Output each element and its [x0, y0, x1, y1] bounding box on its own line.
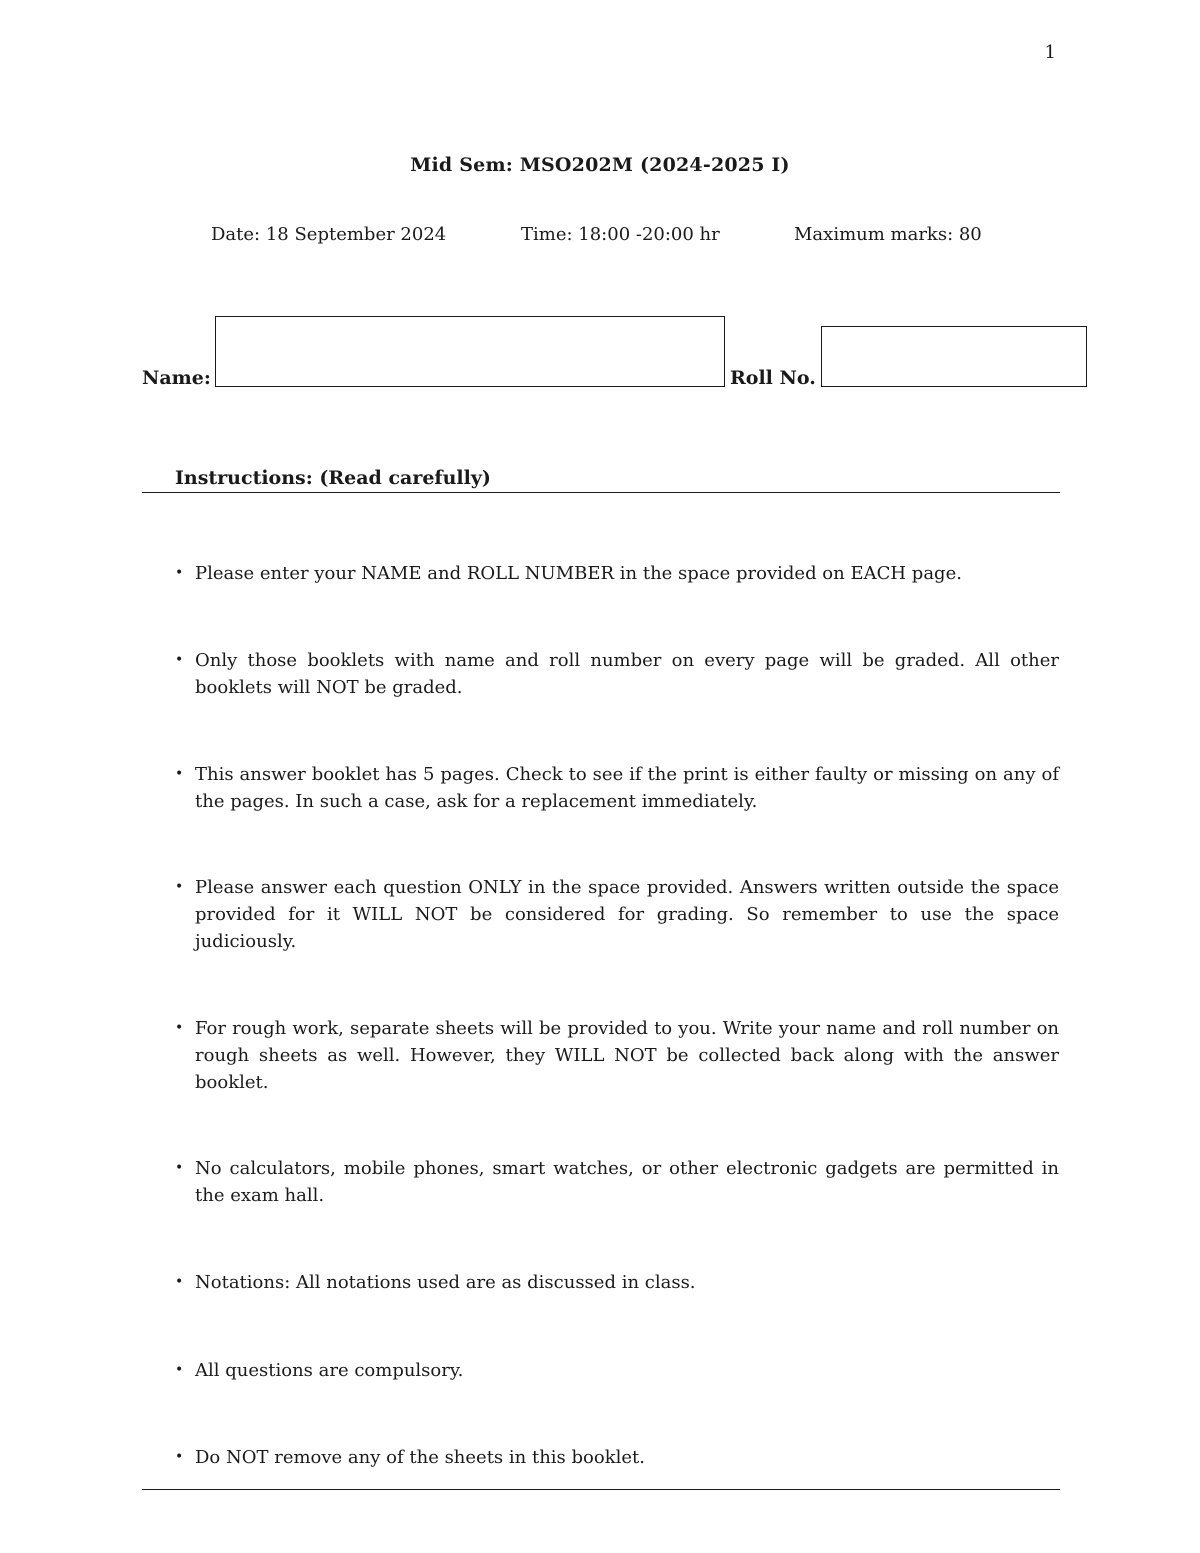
bullet-icon: •: [175, 766, 184, 782]
maximum-marks: Maximum marks: 80: [794, 224, 982, 245]
instruction-text: All questions are compulsory.: [195, 1360, 464, 1381]
exam-date: Date: 18 September 2024: [211, 224, 447, 245]
divider-bottom: [142, 1489, 1060, 1490]
instruction-item: [175, 761, 1059, 815]
bullet-icon: •: [175, 652, 184, 668]
bullet-icon: •: [175, 1362, 184, 1378]
exam-title: Mid Sem: MSO202M (2024-2025 I): [410, 154, 790, 176]
instruction-text: Only those booklets with name and roll number on every page will be graded. All other booklets will NOT be graded.: [195, 650, 1059, 698]
roll-number-field[interactable]: [821, 326, 1087, 387]
instruction-item: [175, 874, 1059, 955]
instruction-item: [175, 1269, 1059, 1296]
instruction-item: [175, 1444, 1059, 1471]
bullet-icon: •: [175, 879, 184, 895]
instruction-text: For rough work, separate sheets will be provided to you. Write your name and roll number on rough sheets as well. However, they WILL NOT be collected back along with the answer booklet.: [195, 1018, 1059, 1093]
bullet-icon: •: [175, 565, 184, 581]
instruction-text: No calculators, mobile phones, smart watches, or other electronic gadgets are permitted in the exam hall.: [195, 1158, 1059, 1206]
bullet-icon: •: [175, 1020, 184, 1036]
instruction-text: This answer booklet has 5 pages. Check to see if the print is either faulty or missing on any of the pages. In such a case, ask for a replacement immediately.: [195, 764, 1059, 812]
instruction-item: [175, 647, 1059, 701]
name-label: Name:: [142, 367, 211, 389]
instruction-text: Please answer each question ONLY in the space provided. Answers written outside the space provided for it WILL NOT be considered for grading. So remember to use the space judiciously.: [195, 877, 1059, 952]
exam-time: Time: 18:00 -20:00 hr: [521, 224, 720, 245]
instruction-item: [175, 1155, 1059, 1209]
bullet-icon: •: [175, 1449, 184, 1465]
instruction-text: Please enter your NAME and ROLL NUMBER in the space provided on EACH page.: [195, 563, 962, 584]
instruction-text: Notations: All notations used are as discussed in class.: [195, 1272, 696, 1293]
instruction-item: [175, 1357, 1059, 1384]
instruction-item: [175, 1015, 1059, 1096]
instructions-heading: Instructions: (Read carefully): [175, 467, 491, 489]
bullet-icon: •: [175, 1160, 184, 1176]
name-field[interactable]: [215, 316, 725, 387]
divider-top: [142, 492, 1060, 493]
page-number: 1: [1044, 42, 1056, 63]
roll-number-label: Roll No.: [730, 367, 816, 389]
bullet-icon: •: [175, 1274, 184, 1290]
instruction-text: Do NOT remove any of the sheets in this booklet.: [195, 1447, 645, 1468]
instruction-item: [175, 560, 1059, 587]
